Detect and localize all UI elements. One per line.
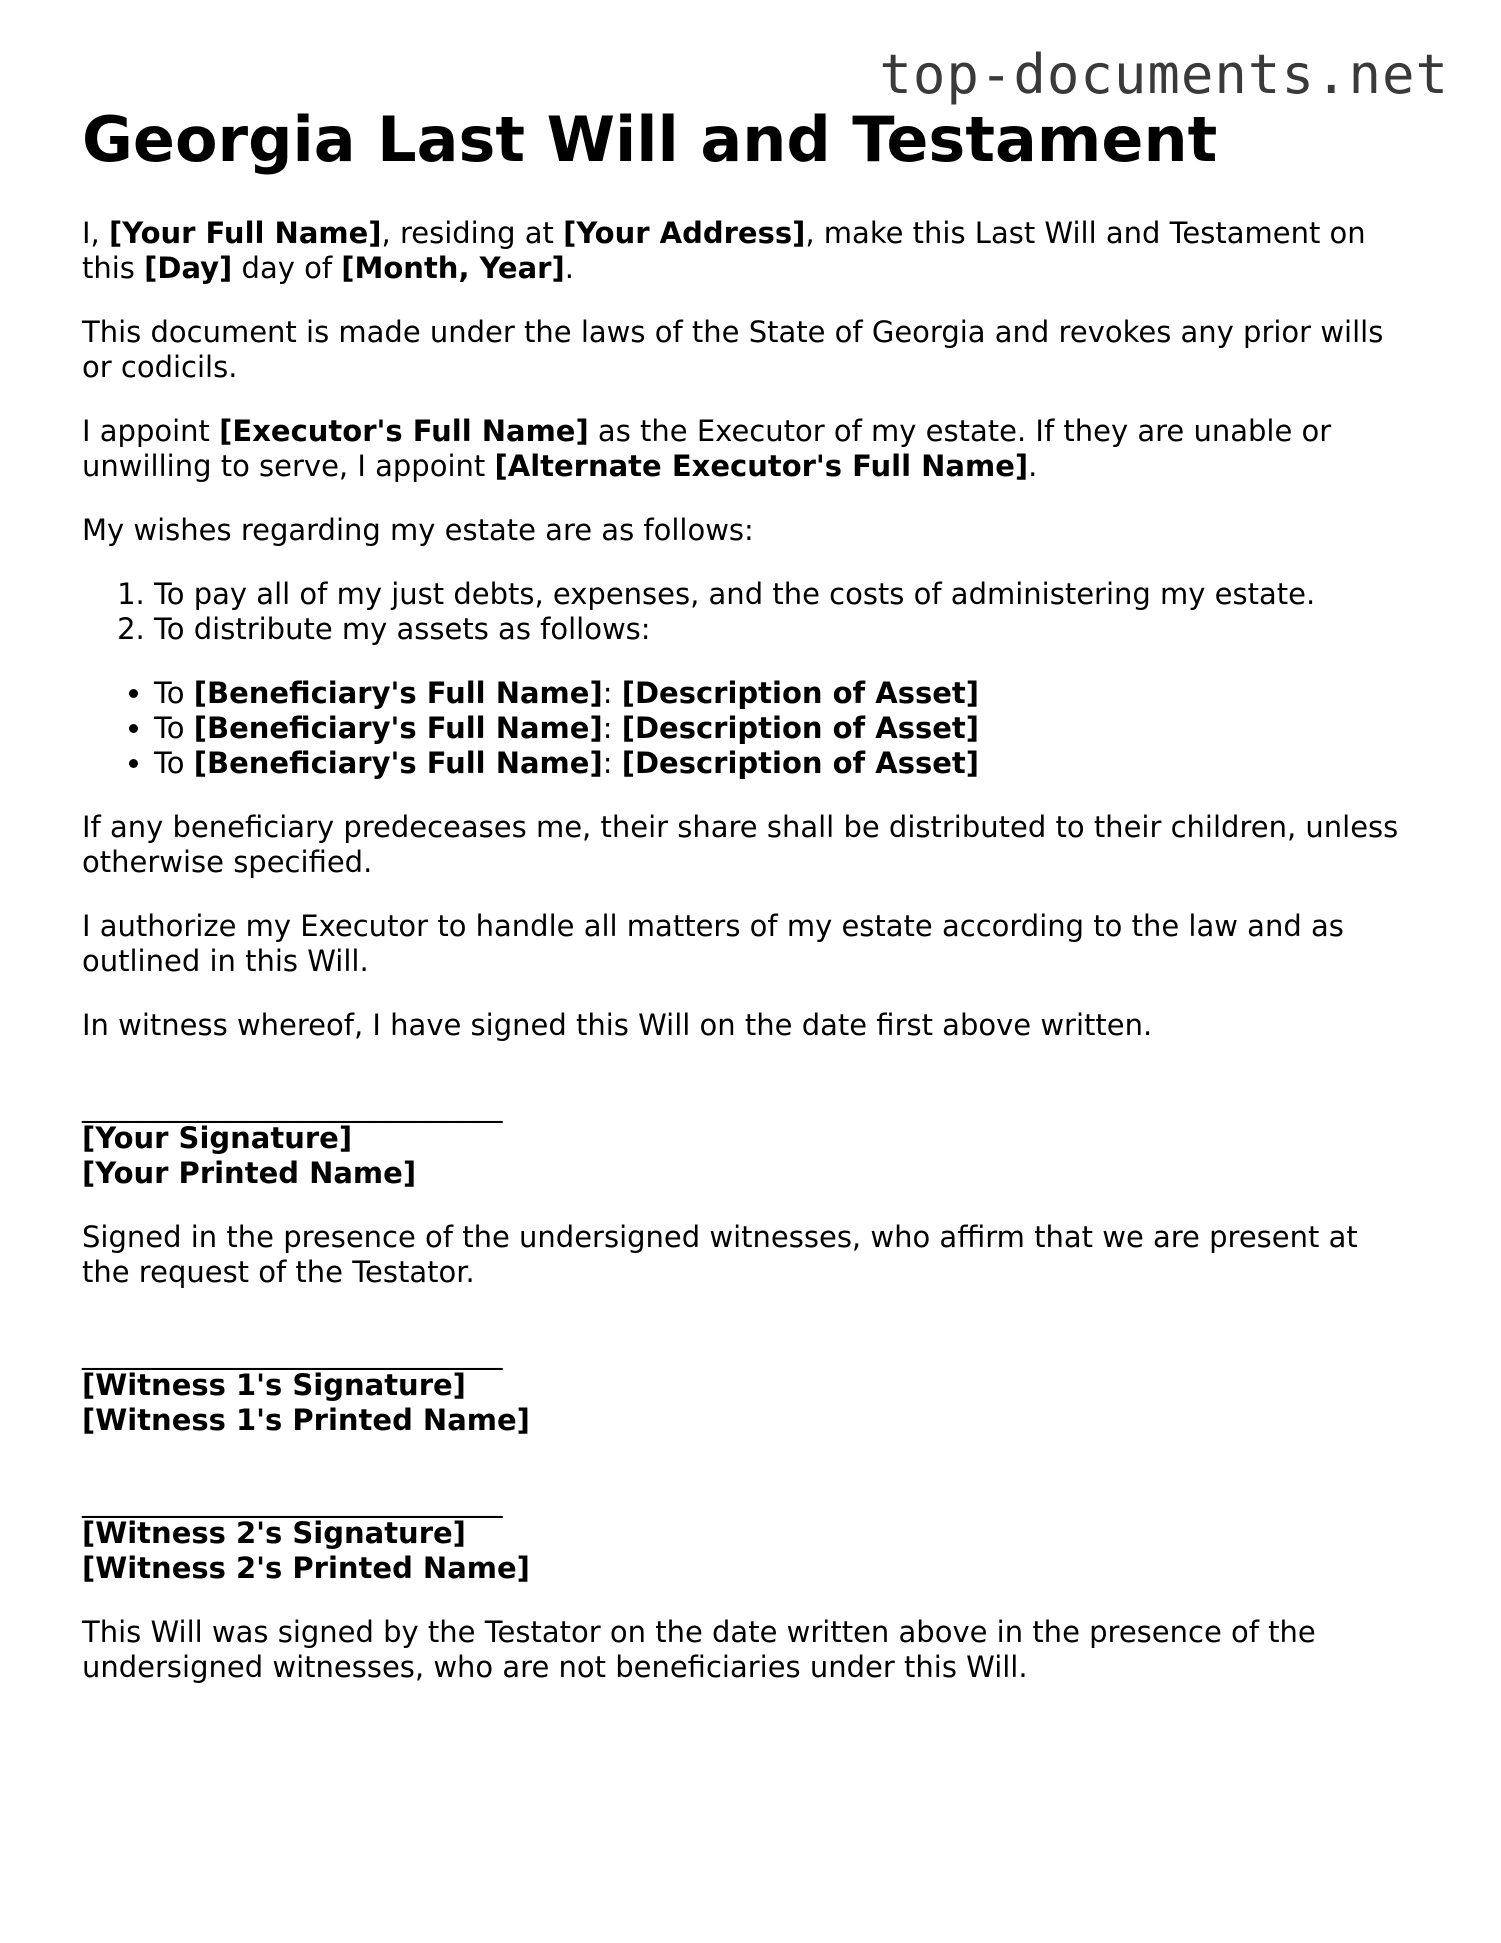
testator-signature-block (82, 1121, 1412, 1191)
alternate-executor-field: [Alternate Executor's Full Name] (494, 449, 1029, 483)
authorize-paragraph: I authorize my Executor to handle all matters of my estate according to the law and as outlined in this Will. (82, 909, 1344, 978)
laws-paragraph: This document is made under the laws of the State of Georgia and revokes any prior wills or codicils. (82, 315, 1384, 384)
witness1-signature-line: _____________________________ (82, 1336, 503, 1370)
executor-name-field: [Executor's Full Name] (219, 414, 589, 448)
bequests-list (82, 676, 1412, 781)
list-item: 2. To distribute my assets as follows: (154, 612, 1412, 647)
wishes-list (82, 577, 1412, 647)
witness2-signature-label: [Witness 2's Signature] (82, 1516, 466, 1550)
witness2-signature-block (82, 1516, 1412, 1586)
intro-paragraph: I, [Your Full Name], residing at [Your Address], make this Last Will and Testament on this [Day] day of [Month, Year]. (82, 216, 1366, 285)
witness-whereof-paragraph: In witness whereof, I have signed this Will on the date first above written. (82, 1008, 1153, 1042)
presence-paragraph: Signed in the presence of the undersigned witnesses, who affirm that we are present at the request of the Testator. (82, 1220, 1358, 1289)
list-item: 1. To pay all of my just debts, expenses, and the costs of administering my estate. (154, 577, 1412, 612)
witness2-signature-line: _____________________________ (82, 1484, 503, 1518)
witness2-printed-name-label: [Witness 2's Printed Name] (82, 1551, 530, 1585)
testator-signature-line: _____________________________ (82, 1089, 503, 1123)
executor-paragraph: I appoint [Executor's Full Name] as the Executor of my estate. If they are unable or unwilling to serve, I appoint [Alternate Executor's Full Name]. (82, 414, 1332, 483)
witness1-printed-name-label: [Witness 1's Printed Name] (82, 1403, 530, 1437)
wishes-intro: My wishes regarding my estate are as follows: (82, 513, 754, 547)
day-field: [Day] (144, 251, 233, 285)
address-field: [Your Address] (563, 216, 806, 250)
witness1-signature-label: [Witness 1's Signature] (82, 1368, 466, 1402)
testator-signature-label: [Your Signature] (82, 1121, 353, 1155)
document-title: Georgia Last Will and Testament (82, 103, 1218, 176)
full-name-field: [Your Full Name] (109, 216, 382, 250)
witness1-signature-block (82, 1368, 1412, 1438)
month-year-field: [Month, Year] (341, 251, 565, 285)
site-watermark: top-documents.net (879, 43, 1449, 106)
document-body (82, 104, 1412, 1714)
closing-paragraph: This Will was signed by the Testator on the date written above in the presence of the undersigned witnesses, who are not beneficiaries under this Will. (82, 1615, 1316, 1684)
bequest-item: • To [Beneficiary's Full Name]: [Description of Asset] (154, 711, 1412, 746)
bequest-item: • To [Beneficiary's Full Name]: [Description of Asset] (154, 676, 1412, 711)
bequest-item: • To [Beneficiary's Full Name]: [Description of Asset] (154, 746, 1412, 781)
testator-printed-name-label: [Your Printed Name] (82, 1156, 417, 1190)
predecease-paragraph: If any beneficiary predeceases me, their share shall be distributed to their children, unless otherwise specified. (82, 810, 1399, 879)
